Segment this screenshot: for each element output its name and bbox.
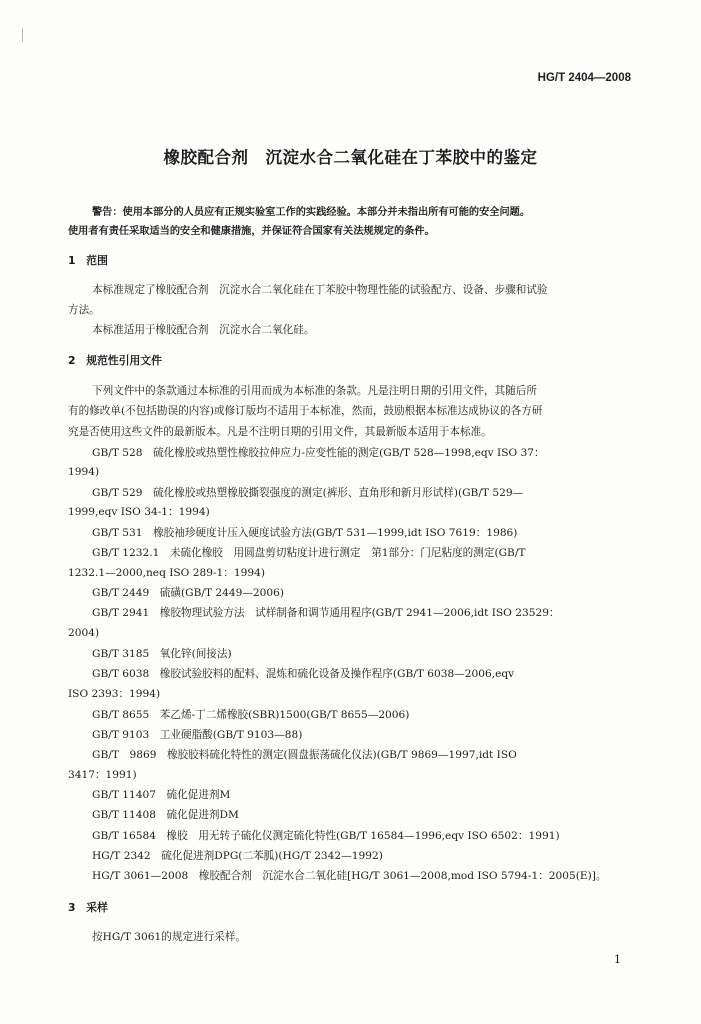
- reference-item: GB/T 16584 橡胶 用无转子硫化仪测定硫化特性(GB/T 16584—1996,eqv ISO 6502：1991): [92, 830, 560, 842]
- page-number: 1: [614, 953, 621, 966]
- section-heading-scope: 1 范围: [68, 254, 108, 267]
- reference-item: GB/T 8655 苯乙烯-丁二烯橡胶(SBR)1500(GB/T 8655—2006): [92, 709, 410, 721]
- reference-item: HG/T 3061—2008 橡胶配合剂 沉淀水合二氧化硅[HG/T 3061—2008,mod ISO 5794-1：2005(E)]。: [92, 870, 607, 882]
- reference-item: GB/T 2941 橡胶物理试验方法 试样制备和调节通用程序(GB/T 2941—2006,idt ISO 23529：: [92, 607, 560, 619]
- scope-paragraph-2: 本标准适用于橡胶配合剂 沉淀水合二氧化硅。: [92, 324, 315, 336]
- refs-intro-line-2: 有的修改单(不包括勘误的内容)或修订版均不适用于本标准，然而，鼓励根据本标准达成协议的各方研: [68, 405, 543, 417]
- warning-line-2: 使用者有责任采取适当的安全和健康措施，并保证符合国家有关法规规定的条件。: [68, 226, 435, 237]
- page-title: 橡胶配合剂 沉淀水合二氧化硅在丁苯胶中的鉴定: [163, 148, 538, 167]
- reference-item-continuation: 3417：1991): [68, 769, 137, 781]
- scan-edge-mark: [22, 28, 23, 42]
- sampling-paragraph: 按HG/T 3061的规定进行采样。: [92, 931, 247, 943]
- reference-item: GB/T 529 硫化橡胶或热塑橡胶撕裂强度的测定(裤形、直角形和新月形试样)(GB/T 529—: [92, 487, 524, 499]
- refs-intro-line-1: 下列文件中的条款通过本标准的引用而成为本标准的条款。凡是注明日期的引用文件，其随后所: [92, 385, 537, 397]
- refs-intro-line-3: 究是否使用这些文件的最新版本。凡是不注明日期的引用文件，其最新版本适用于本标准。: [68, 426, 492, 438]
- reference-item-continuation: ISO 2393：1994): [68, 688, 161, 700]
- reference-item: GB/T 6038 橡胶试验胶料的配料、混炼和硫化设备及操作程序(GB/T 6038—2006,eqv: [92, 668, 515, 680]
- reference-item-continuation: 1232.1—2000,neq ISO 289-1：1994): [68, 567, 265, 579]
- reference-item: GB/T 9869 橡胶胶料硫化特性的测定(圆盘振荡硫化仪法)(GB/T 9869—1997,idt ISO: [92, 749, 517, 761]
- reference-item: GB/T 1232.1 未硫化橡胶 用圆盘剪切粘度计进行测定 第1部分：门尼粘度的测定(GB/T: [92, 547, 526, 559]
- section-heading-normative-references: 2 规范性引用文件: [68, 354, 162, 367]
- reference-item: GB/T 528 硫化橡胶或热塑性橡胶拉伸应力-应变性能的测定(GB/T 528—1998,eqv ISO 37：: [92, 447, 545, 459]
- reference-item-continuation: 2004): [68, 627, 100, 639]
- reference-item: GB/T 2449 硫磺(GB/T 2449—2006): [92, 587, 285, 599]
- reference-item-continuation: 1994): [68, 466, 100, 478]
- reference-item-continuation: 1999,eqv ISO 34-1：1994): [68, 506, 210, 518]
- reference-item: GB/T 9103 工业硬脂酸(GB/T 9103—88): [92, 729, 303, 741]
- reference-item: GB/T 531 橡胶袖珍硬度计压入硬度试验方法(GB/T 531—1999,idt ISO 7619：1986): [92, 527, 518, 539]
- scope-paragraph-line-1: 本标准规定了橡胶配合剂 沉淀水合二氧化硅在丁苯胶中物理性能的试验配方、设备、步骤和试验: [92, 284, 548, 296]
- standard-code: HG/T 2404—2008: [537, 72, 631, 84]
- reference-item: GB/T 11407 硫化促进剂M: [92, 789, 231, 801]
- warning-line-1: 警告：使用本部分的人员应有正规实验室工作的实践经验。本部分并未指出所有可能的安全问题。: [92, 207, 531, 218]
- reference-item: GB/T 3185 氧化锌(间接法): [92, 648, 232, 660]
- reference-item: GB/T 11408 硫化促进剂DM: [92, 809, 239, 821]
- section-heading-sampling: 3 采样: [68, 901, 108, 914]
- scope-paragraph-line-2: 方法。: [68, 304, 100, 316]
- reference-item: HG/T 2342 硫化促进剂DPG(二苯胍)(HG/T 2342—1992): [92, 850, 383, 862]
